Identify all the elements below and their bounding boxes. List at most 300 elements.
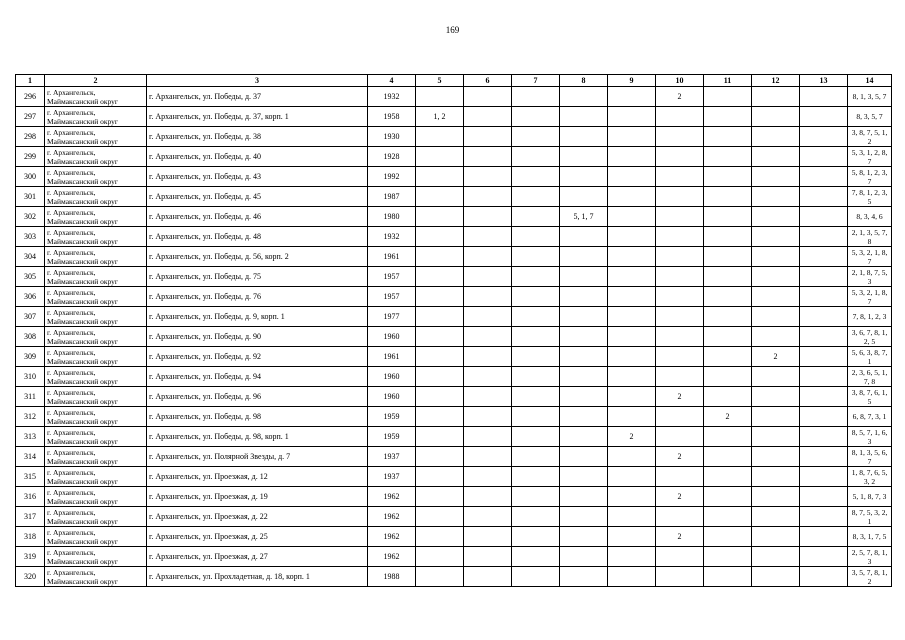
column-header-5: 5	[416, 75, 464, 87]
page-number: 169	[445, 25, 460, 35]
cell-col-13	[800, 547, 848, 567]
cell-col-12	[752, 167, 800, 187]
codes-cell: 2, 1, 3, 5, 7, 8	[848, 227, 892, 247]
cell-col-13	[800, 267, 848, 287]
district-cell: г. Архангельск, Маймаксанский округ	[45, 367, 147, 387]
cell-col-12	[752, 307, 800, 327]
row-number-cell: 317	[16, 507, 45, 527]
table-row	[16, 307, 892, 327]
cell-col-8	[560, 167, 608, 187]
table-row	[16, 247, 892, 267]
column-header-1: 1	[16, 75, 45, 87]
cell-col-9	[608, 507, 656, 527]
cell-col-6	[464, 127, 512, 147]
table-row	[16, 287, 892, 307]
cell-col-9	[608, 347, 656, 367]
cell-col-6	[464, 247, 512, 267]
cell-col-13	[800, 87, 848, 107]
cell-col-7	[512, 167, 560, 187]
year-cell: 1932	[368, 87, 416, 107]
year-cell: 1960	[368, 387, 416, 407]
table-row	[16, 227, 892, 247]
cell-col-7	[512, 507, 560, 527]
cell-col-5	[416, 567, 464, 587]
address-cell: г. Архангельск, ул. Победы, д. 94	[147, 367, 368, 387]
cell-col-7	[512, 527, 560, 547]
address-cell: г. Архангельск, ул. Победы, д. 46	[147, 207, 368, 227]
cell-col-7	[512, 247, 560, 267]
cell-col-9	[608, 187, 656, 207]
cell-col-7	[512, 467, 560, 487]
cell-col-13	[800, 307, 848, 327]
cell-col-9	[608, 327, 656, 347]
cell-col-11	[704, 127, 752, 147]
cell-col-8	[560, 247, 608, 267]
cell-col-8	[560, 227, 608, 247]
column-header-2: 2	[45, 75, 147, 87]
cell-col-7	[512, 207, 560, 227]
year-cell: 1937	[368, 467, 416, 487]
row-number-cell: 310	[16, 367, 45, 387]
codes-cell: 8, 3, 4, 6	[848, 207, 892, 227]
cell-col-6	[464, 447, 512, 467]
table-row	[16, 187, 892, 207]
cell-col-7	[512, 307, 560, 327]
row-number-cell: 306	[16, 287, 45, 307]
cell-col-7	[512, 447, 560, 467]
codes-cell: 1, 8, 7, 6, 5, 3, 2	[848, 467, 892, 487]
cell-col-11	[704, 547, 752, 567]
year-cell: 1961	[368, 347, 416, 367]
codes-cell: 8, 1, 3, 5, 6, 7	[848, 447, 892, 467]
cell-col-6	[464, 287, 512, 307]
cell-col-6	[464, 527, 512, 547]
cell-col-11	[704, 187, 752, 207]
cell-col-6	[464, 207, 512, 227]
register-table	[15, 74, 892, 587]
district-cell: г. Архангельск, Маймаксанский округ	[45, 127, 147, 147]
cell-col-5	[416, 447, 464, 467]
cell-col-5	[416, 167, 464, 187]
cell-col-13	[800, 387, 848, 407]
cell-col-13	[800, 447, 848, 467]
cell-col-12	[752, 87, 800, 107]
cell-col-5	[416, 427, 464, 447]
row-number-cell: 302	[16, 207, 45, 227]
column-header-13: 13	[800, 75, 848, 87]
cell-col-8	[560, 427, 608, 447]
cell-col-5	[416, 327, 464, 347]
cell-col-8	[560, 487, 608, 507]
cell-col-11	[704, 467, 752, 487]
cell-col-8	[560, 307, 608, 327]
cell-col-13	[800, 187, 848, 207]
cell-col-10	[656, 407, 704, 427]
cell-col-9	[608, 447, 656, 467]
year-cell: 1957	[368, 267, 416, 287]
table-row	[16, 167, 892, 187]
cell-col-7	[512, 487, 560, 507]
cell-col-5	[416, 87, 464, 107]
cell-col-12	[752, 187, 800, 207]
cell-col-10	[656, 507, 704, 527]
cell-col-12	[752, 407, 800, 427]
codes-cell: 8, 3, 1, 7, 5	[848, 527, 892, 547]
row-number-cell: 313	[16, 427, 45, 447]
address-cell: г. Архангельск, ул. Победы, д. 40	[147, 147, 368, 167]
table-row	[16, 407, 892, 427]
cell-col-5	[416, 127, 464, 147]
cell-col-9	[608, 287, 656, 307]
cell-col-7	[512, 427, 560, 447]
cell-col-10	[656, 547, 704, 567]
cell-col-10	[656, 427, 704, 447]
cell-col-7	[512, 267, 560, 287]
cell-col-10	[656, 287, 704, 307]
table-row	[16, 567, 892, 587]
codes-cell: 3, 5, 7, 8, 1, 2	[848, 567, 892, 587]
codes-cell: 5, 3, 1, 2, 8, 7	[848, 147, 892, 167]
cell-col-6	[464, 467, 512, 487]
cell-col-6	[464, 107, 512, 127]
year-cell: 1980	[368, 207, 416, 227]
row-number-cell: 319	[16, 547, 45, 567]
cell-col-12	[752, 507, 800, 527]
cell-col-7	[512, 567, 560, 587]
cell-col-10: 2	[656, 387, 704, 407]
cell-col-7	[512, 227, 560, 247]
district-cell: г. Архангельск, Маймаксанский округ	[45, 267, 147, 287]
cell-col-13	[800, 367, 848, 387]
row-number-cell: 304	[16, 247, 45, 267]
column-header-14: 14	[848, 75, 892, 87]
row-number-cell: 316	[16, 487, 45, 507]
cell-col-12	[752, 427, 800, 447]
table-row	[16, 507, 892, 527]
cell-col-10	[656, 127, 704, 147]
cell-col-12	[752, 227, 800, 247]
column-header-7: 7	[512, 75, 560, 87]
cell-col-7	[512, 147, 560, 167]
district-cell: г. Архангельск, Маймаксанский округ	[45, 107, 147, 127]
row-number-cell: 318	[16, 527, 45, 547]
cell-col-5	[416, 487, 464, 507]
cell-col-11	[704, 427, 752, 447]
codes-cell: 3, 8, 7, 5, 1, 2	[848, 127, 892, 147]
row-number-cell: 307	[16, 307, 45, 327]
cell-col-10	[656, 567, 704, 587]
cell-col-10	[656, 367, 704, 387]
year-cell: 1930	[368, 127, 416, 147]
cell-col-8	[560, 127, 608, 147]
district-cell: г. Архангельск, Маймаксанский округ	[45, 467, 147, 487]
cell-col-13	[800, 347, 848, 367]
district-cell: г. Архангельск, Маймаксанский округ	[45, 247, 147, 267]
cell-col-5	[416, 287, 464, 307]
cell-col-6	[464, 487, 512, 507]
cell-col-6	[464, 267, 512, 287]
address-cell: г. Архангельск, ул. Победы, д. 37, корп. 1	[147, 107, 368, 127]
address-cell: г. Архангельск, ул. Победы, д. 38	[147, 127, 368, 147]
cell-col-5	[416, 147, 464, 167]
column-header-12: 12	[752, 75, 800, 87]
address-cell: г. Архангельск, ул. Прохладетная, д. 18, корп. 1	[147, 567, 368, 587]
year-cell: 1962	[368, 487, 416, 507]
cell-col-9	[608, 387, 656, 407]
cell-col-13	[800, 507, 848, 527]
district-cell: г. Архангельск, Маймаксанский округ	[45, 487, 147, 507]
cell-col-6	[464, 567, 512, 587]
address-cell: г. Архангельск, ул. Победы, д. 56, корп. 2	[147, 247, 368, 267]
codes-cell: 6, 8, 7, 3, 1	[848, 407, 892, 427]
column-header-4: 4	[368, 75, 416, 87]
cell-col-9	[608, 267, 656, 287]
district-cell: г. Архангельск, Маймаксанский округ	[45, 547, 147, 567]
cell-col-8	[560, 147, 608, 167]
address-cell: г. Архангельск, ул. Победы, д. 43	[147, 167, 368, 187]
cell-col-8	[560, 407, 608, 427]
cell-col-5	[416, 387, 464, 407]
cell-col-11: 2	[704, 407, 752, 427]
cell-col-12	[752, 547, 800, 567]
cell-col-5	[416, 407, 464, 427]
cell-col-9	[608, 367, 656, 387]
cell-col-13	[800, 487, 848, 507]
address-cell: г. Архангельск, ул. Победы, д. 98, корп. 1	[147, 427, 368, 447]
cell-col-11	[704, 487, 752, 507]
cell-col-13	[800, 427, 848, 447]
row-number-cell: 298	[16, 127, 45, 147]
codes-cell: 5, 3, 2, 1, 8, 7	[848, 287, 892, 307]
row-number-cell: 309	[16, 347, 45, 367]
year-cell: 1928	[368, 147, 416, 167]
codes-cell: 8, 5, 7, 1, 6, 3	[848, 427, 892, 447]
cell-col-9	[608, 467, 656, 487]
district-cell: г. Архангельск, Маймаксанский округ	[45, 527, 147, 547]
address-cell: г. Архангельск, ул. Проезжая, д. 22	[147, 507, 368, 527]
cell-col-6	[464, 147, 512, 167]
cell-col-5: 1, 2	[416, 107, 464, 127]
cell-col-5	[416, 227, 464, 247]
codes-cell: 5, 6, 3, 8, 7, 1	[848, 347, 892, 367]
cell-col-12: 2	[752, 347, 800, 367]
district-cell: г. Архангельск, Маймаксанский округ	[45, 447, 147, 467]
cell-col-12	[752, 107, 800, 127]
cell-col-11	[704, 227, 752, 247]
cell-col-10	[656, 467, 704, 487]
codes-cell: 2, 1, 8, 7, 5, 3	[848, 267, 892, 287]
cell-col-8	[560, 447, 608, 467]
year-cell: 1988	[368, 567, 416, 587]
district-cell: г. Архангельск, Маймаксанский округ	[45, 387, 147, 407]
cell-col-8	[560, 347, 608, 367]
cell-col-8	[560, 367, 608, 387]
year-cell: 1960	[368, 367, 416, 387]
cell-col-13	[800, 467, 848, 487]
cell-col-9	[608, 207, 656, 227]
district-cell: г. Архангельск, Маймаксанский округ	[45, 147, 147, 167]
cell-col-11	[704, 507, 752, 527]
district-cell: г. Архангельск, Маймаксанский округ	[45, 347, 147, 367]
cell-col-12	[752, 207, 800, 227]
address-cell: г. Архангельск, ул. Победы, д. 48	[147, 227, 368, 247]
district-cell: г. Архангельск, Маймаксанский округ	[45, 407, 147, 427]
address-cell: г. Архангельск, ул. Полярной Звезды, д. 7	[147, 447, 368, 467]
cell-col-5	[416, 247, 464, 267]
codes-cell: 8, 7, 5, 3, 2, 1	[848, 507, 892, 527]
codes-cell: 2, 5, 7, 8, 1, 3	[848, 547, 892, 567]
cell-col-5	[416, 207, 464, 227]
cell-col-6	[464, 327, 512, 347]
cell-col-13	[800, 407, 848, 427]
table-row	[16, 87, 892, 107]
cell-col-7	[512, 187, 560, 207]
cell-col-6	[464, 367, 512, 387]
cell-col-9	[608, 87, 656, 107]
address-cell: г. Архангельск, ул. Победы, д. 37	[147, 87, 368, 107]
row-number-cell: 297	[16, 107, 45, 127]
cell-col-12	[752, 367, 800, 387]
address-cell: г. Архангельск, ул. Проезжая, д. 12	[147, 467, 368, 487]
table-row	[16, 107, 892, 127]
year-cell: 1962	[368, 507, 416, 527]
year-cell: 1961	[368, 247, 416, 267]
cell-col-11	[704, 87, 752, 107]
cell-col-10	[656, 267, 704, 287]
cell-col-6	[464, 227, 512, 247]
row-number-cell: 314	[16, 447, 45, 467]
cell-col-9: 2	[608, 427, 656, 447]
district-cell: г. Архангельск, Маймаксанский округ	[45, 167, 147, 187]
cell-col-9	[608, 527, 656, 547]
table-row	[16, 207, 892, 227]
year-cell: 1937	[368, 447, 416, 467]
cell-col-12	[752, 127, 800, 147]
cell-col-7	[512, 407, 560, 427]
cell-col-7	[512, 347, 560, 367]
table-row	[16, 327, 892, 347]
cell-col-10: 2	[656, 447, 704, 467]
cell-col-7	[512, 287, 560, 307]
year-cell: 1959	[368, 407, 416, 427]
column-header-8: 8	[560, 75, 608, 87]
cell-col-8	[560, 327, 608, 347]
district-cell: г. Архангельск, Маймаксанский округ	[45, 567, 147, 587]
cell-col-7	[512, 547, 560, 567]
cell-col-11	[704, 367, 752, 387]
row-number-cell: 315	[16, 467, 45, 487]
row-number-cell: 300	[16, 167, 45, 187]
cell-col-9	[608, 567, 656, 587]
table-row	[16, 387, 892, 407]
cell-col-11	[704, 167, 752, 187]
cell-col-7	[512, 87, 560, 107]
address-cell: г. Архангельск, ул. Победы, д. 96	[147, 387, 368, 407]
cell-col-10	[656, 107, 704, 127]
cell-col-9	[608, 227, 656, 247]
cell-col-8: 5, 1, 7	[560, 207, 608, 227]
cell-col-8	[560, 527, 608, 547]
address-cell: г. Архангельск, ул. Победы, д. 98	[147, 407, 368, 427]
row-number-cell: 312	[16, 407, 45, 427]
year-cell: 1959	[368, 427, 416, 447]
cell-col-12	[752, 467, 800, 487]
district-cell: г. Архангельск, Маймаксанский округ	[45, 427, 147, 447]
cell-col-6	[464, 187, 512, 207]
cell-col-12	[752, 387, 800, 407]
cell-col-9	[608, 407, 656, 427]
cell-col-5	[416, 547, 464, 567]
address-cell: г. Архангельск, ул. Победы, д. 45	[147, 187, 368, 207]
cell-col-7	[512, 367, 560, 387]
cell-col-11	[704, 567, 752, 587]
cell-col-13	[800, 227, 848, 247]
table-row	[16, 347, 892, 367]
row-number-cell: 301	[16, 187, 45, 207]
table-row	[16, 467, 892, 487]
cell-col-6	[464, 407, 512, 427]
district-cell: г. Архангельск, Маймаксанский округ	[45, 507, 147, 527]
cell-col-10: 2	[656, 487, 704, 507]
district-cell: г. Архангельск, Маймаксанский округ	[45, 287, 147, 307]
codes-cell: 7, 8, 1, 2, 3, 5	[848, 187, 892, 207]
year-cell: 1957	[368, 287, 416, 307]
cell-col-13	[800, 107, 848, 127]
cell-col-7	[512, 387, 560, 407]
year-cell: 1987	[368, 187, 416, 207]
column-header-10: 10	[656, 75, 704, 87]
cell-col-10	[656, 147, 704, 167]
cell-col-10	[656, 307, 704, 327]
address-cell: г. Архангельск, ул. Победы, д. 90	[147, 327, 368, 347]
cell-col-12	[752, 267, 800, 287]
cell-col-11	[704, 347, 752, 367]
cell-col-8	[560, 287, 608, 307]
row-number-cell: 311	[16, 387, 45, 407]
cell-col-6	[464, 87, 512, 107]
cell-col-9	[608, 127, 656, 147]
table-row	[16, 267, 892, 287]
cell-col-5	[416, 187, 464, 207]
cell-col-11	[704, 307, 752, 327]
cell-col-8	[560, 387, 608, 407]
cell-col-11	[704, 147, 752, 167]
cell-col-13	[800, 167, 848, 187]
header-row	[16, 75, 892, 87]
cell-col-6	[464, 387, 512, 407]
cell-col-6	[464, 507, 512, 527]
year-cell: 1960	[368, 327, 416, 347]
address-cell: г. Архангельск, ул. Проезжая, д. 25	[147, 527, 368, 547]
year-cell: 1958	[368, 107, 416, 127]
codes-cell: 5, 8, 1, 2, 3, 7	[848, 167, 892, 187]
cell-col-12	[752, 447, 800, 467]
table-row	[16, 427, 892, 447]
cell-col-7	[512, 107, 560, 127]
codes-cell: 7, 8, 1, 2, 3	[848, 307, 892, 327]
codes-cell: 3, 6, 7, 8, 1, 2, 5	[848, 327, 892, 347]
codes-cell: 3, 8, 7, 6, 1, 5	[848, 387, 892, 407]
table-row	[16, 367, 892, 387]
cell-col-10: 2	[656, 87, 704, 107]
district-cell: г. Архангельск, Маймаксанский округ	[45, 327, 147, 347]
address-cell: г. Архангельск, ул. Победы, д. 75	[147, 267, 368, 287]
row-number-cell: 320	[16, 567, 45, 587]
cell-col-8	[560, 267, 608, 287]
cell-col-13	[800, 527, 848, 547]
cell-col-10	[656, 167, 704, 187]
district-cell: г. Архангельск, Маймаксанский округ	[45, 87, 147, 107]
